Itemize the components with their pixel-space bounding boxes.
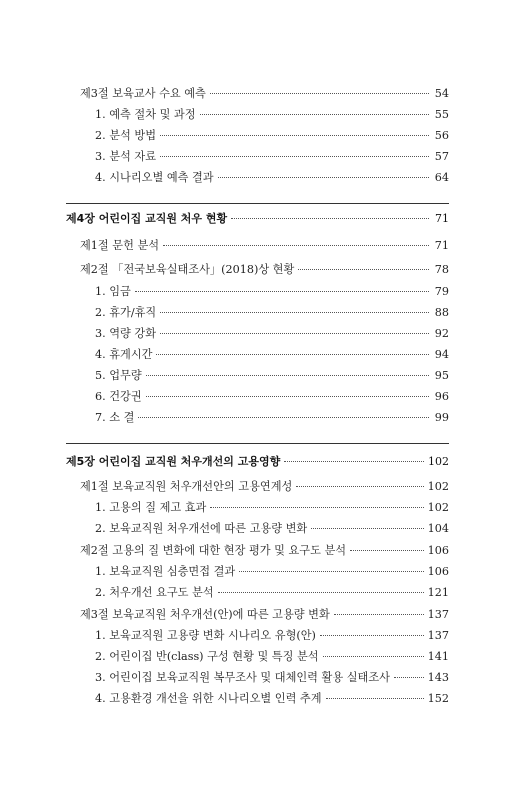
toc-entry-page: 137 [427,629,449,642]
toc-entry-page: 137 [427,608,449,621]
dot-leader [218,592,424,593]
toc-entry-item[interactable] [95,692,449,706]
toc-entry-label: 제2절 고용의 질 변화에 대한 현장 평가 및 요구도 분석 [80,544,347,557]
toc-entry-label: 4. 고용환경 개선을 위한 시나리오별 인력 추계 [95,692,322,705]
dot-leader [394,677,424,678]
toc-entry-page: 102 [427,480,449,493]
toc-entry-label: 제4장 어린이집 교직원 처우 현황 [66,212,228,225]
toc-entry-label: 2. 어린이집 반(class) 구성 현황 및 특징 분석 [95,650,319,663]
toc-entry-label: 제3절 보육교사 수요 예측 [80,87,206,100]
dot-leader [239,571,423,572]
toc-entry-page: 96 [434,390,449,403]
toc-entry-page: 152 [427,692,449,705]
dot-leader [210,507,423,508]
toc-entry-page: 71 [435,212,449,225]
dot-leader [231,218,429,219]
toc-entry-label: 3. 역량 강화 [95,327,157,340]
dot-leader [160,333,429,334]
toc-entry-label: 제3절 보육교직원 처우개선(안)에 따른 고용량 변화 [80,608,330,621]
toc-entry-item[interactable] [95,501,449,515]
toc-entry-section[interactable] [80,480,449,494]
dot-leader [320,635,424,636]
toc-entry-item[interactable] [95,348,449,362]
toc-entry-item[interactable] [95,650,449,664]
toc-entry-label: 2. 분석 방법 [95,129,157,142]
toc-entry-item[interactable] [95,565,449,579]
toc-entry-label: 6. 건강권 [95,390,142,403]
toc-entry-item[interactable] [95,586,449,600]
toc-entry-label: 2. 처우개선 요구도 분석 [95,586,214,599]
toc-entry-item[interactable] [95,108,449,122]
toc-entry-label: 제2절 「전국보육실태조사」(2018)상 현황 [80,263,295,276]
toc-entry-page: 54 [434,87,449,100]
toc-entry-section[interactable] [80,87,449,101]
toc-entry-page: 141 [427,650,449,663]
dot-leader [156,354,429,355]
toc-entry-label: 4. 시나리오별 예측 결과 [95,171,214,184]
toc-entry-page: 104 [427,522,449,535]
dot-leader [311,528,423,529]
toc-entry-page: 64 [434,171,449,184]
dot-leader [146,396,429,397]
toc-entry-label: 2. 휴가/휴직 [95,306,157,319]
toc-entry-page: 143 [427,671,449,684]
toc-entry-section[interactable] [80,239,449,253]
dot-leader [210,93,429,94]
dot-leader [160,135,429,136]
toc-entry-item[interactable] [95,327,449,341]
toc-entry-item[interactable] [95,150,449,164]
dot-leader [138,417,429,418]
toc-entry-page: 57 [434,150,449,163]
toc-entry-label: 1. 고용의 질 제고 효과 [95,501,207,514]
toc-entry-page: 71 [434,239,449,252]
dot-leader [334,614,424,615]
dot-leader [323,656,424,657]
toc-entry-label: 3. 어린이집 보육교직원 복무조사 및 대체인력 활용 실태조사 [95,671,390,684]
toc-entry-page: 92 [434,327,449,340]
toc-entry-page: 106 [427,565,449,578]
dot-leader [146,375,429,376]
toc-entry-page: 102 [427,501,449,514]
toc-entry-page: 102 [428,455,449,468]
toc-entry-page: 56 [434,129,449,142]
toc-entry-page: 79 [434,285,449,298]
toc-entry-label: 1. 예측 절차 및 과정 [95,108,196,121]
toc-entry-label: 4. 휴게시간 [95,348,153,361]
dot-leader [135,291,429,292]
toc-entry-page: 94 [434,348,449,361]
toc-entry-label: 1. 보육교직원 고용량 변화 시나리오 유형(안) [95,629,316,642]
toc-entry-chapter[interactable] [66,212,449,226]
toc-entry-page: 99 [434,411,449,424]
toc-entry-label: 제5장 어린이집 교직원 처우개선의 고용영향 [66,455,281,468]
toc-entry-label: 1. 임금 [95,285,131,298]
toc-entry-section[interactable] [80,608,449,622]
toc-entry-item[interactable] [95,369,449,383]
dot-leader [200,114,429,115]
dot-leader [160,156,429,157]
toc-entry-item[interactable] [95,411,449,425]
toc-entry-label: 3. 분석 자료 [95,150,157,163]
dot-leader [326,698,424,699]
toc-entry-item[interactable] [95,306,449,320]
toc-entry-item[interactable] [95,129,449,143]
toc-entry-item[interactable] [95,522,449,536]
toc-entry-item[interactable] [95,285,449,299]
dot-leader [350,550,424,551]
toc-entry-label: 2. 보육교직원 처우개선에 따른 고용량 변화 [95,522,308,535]
toc-entry-item[interactable] [95,171,449,185]
chapter-divider [66,203,449,204]
chapter-divider [66,443,449,444]
toc-entry-label: 제1절 문헌 분석 [80,239,160,252]
toc-entry-page: 106 [427,544,449,557]
toc-entry-section[interactable] [80,263,449,277]
toc-entry-item[interactable] [95,671,449,685]
dot-leader [160,312,429,313]
toc-entry-page: 95 [434,369,449,382]
toc-entry-page: 88 [434,306,449,319]
dot-leader [284,461,424,462]
toc-entry-page: 121 [427,586,449,599]
toc-entry-page: 55 [434,108,449,121]
toc-entry-label: 7. 소 결 [95,411,135,424]
toc-entry-item[interactable] [95,629,449,643]
toc-entry-chapter[interactable] [66,455,449,469]
dot-leader [163,245,429,246]
toc-entry-item[interactable] [95,390,449,404]
dot-leader [218,177,429,178]
toc-entry-section[interactable] [80,544,449,558]
toc-entry-label: 1. 보육교직원 심층면접 결과 [95,565,236,578]
dot-leader [296,486,423,487]
toc-entry-page: 78 [434,263,449,276]
toc-entry-label: 5. 업무량 [95,369,142,382]
dot-leader [298,269,429,270]
toc-entry-label: 제1절 보육교직원 처우개선안의 고용연계성 [80,480,293,493]
